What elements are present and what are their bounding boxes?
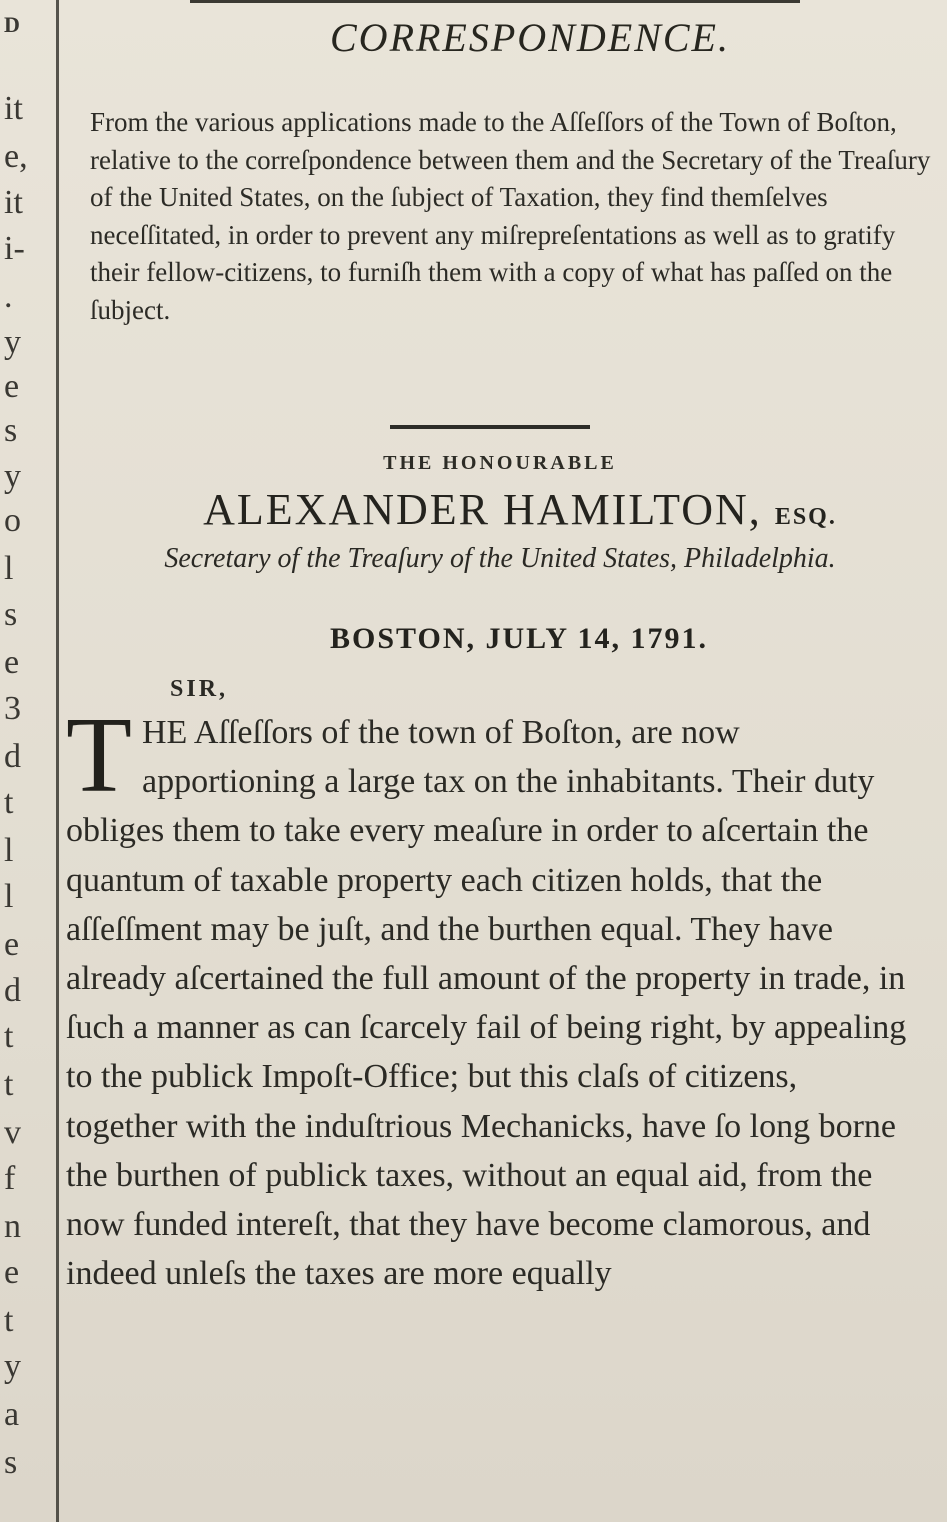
fragment: l — [4, 550, 14, 587]
fragment: t — [4, 784, 14, 821]
fragment: s — [4, 596, 18, 633]
fragment: l — [4, 878, 14, 915]
intro-text: From the various applications made to the Aſſeſſors of the Town of Boſton, relative to the correſpondence between them and the Secretary of the Treaſury of the United States, on the ſubject of Taxation, they find themſelves neceſſitated, in order to prevent any miſrepreſentations as well as to gratify their fellow-citizens, to furniſh them with a copy of what has paſſed on the ſubject. — [90, 107, 931, 325]
fragment: y — [4, 1348, 21, 1385]
fragment: . — [4, 278, 13, 315]
fragment: 3 — [4, 690, 21, 727]
section-heading: CORRESPONDENCE. — [330, 15, 730, 60]
letter-paragraph — [66, 696, 911, 1298]
fragment: y — [4, 458, 21, 495]
fragment: e — [4, 644, 20, 681]
address-name-line — [100, 484, 940, 535]
separator-rule — [390, 425, 590, 429]
fragment: e — [4, 926, 20, 963]
fragment: f — [4, 1160, 16, 1197]
fragment: t — [4, 1018, 14, 1055]
fragment: o — [4, 502, 21, 539]
fragment: l — [4, 832, 14, 869]
letter-body — [66, 696, 911, 1298]
salutation: SIR, — [170, 676, 229, 702]
fragment: it — [4, 184, 23, 221]
fragment: e — [4, 1254, 20, 1291]
fragment: t — [4, 1066, 14, 1103]
fragment: t — [4, 1302, 14, 1339]
fragment: it — [4, 90, 23, 127]
main-column — [60, 0, 947, 1522]
address-name: ALEXANDER HAMILTON, — [203, 485, 762, 534]
column-rule — [56, 0, 59, 1522]
fragment: a — [4, 1396, 20, 1433]
address-esq: ESQ. — [774, 504, 837, 530]
fragment: v — [4, 1114, 21, 1151]
fragment: s — [4, 1444, 18, 1481]
fragment: d — [4, 972, 21, 1009]
drop-cap: T — [66, 696, 132, 815]
fragment: s — [4, 412, 18, 449]
fragment: e — [4, 368, 20, 405]
intro-paragraph — [90, 104, 940, 329]
adjacent-column-fragments — [0, 0, 54, 1522]
letter-text: HE Aſſeſſors of the town of Boſton, are now apportioning a large tax on the inhabitants. Their duty obliges them to take every meaſure in order to aſcertain the quantum of taxable property each citizen holds, that the aſſeſſment may be juſt, and the burthen equal. They have already aſcertained the full amount of the property in trade, in ſuch a manner as can ſcarcely fail of being right, by appealing to the publick Impoſt-Office; but this claſs of citizens, together with the induſtrious Mechanicks, have ſo long borne the burthen of publick taxes, without an equal aid, from the now funded intereſt, that they have become clamorous, and indeed unleſs the taxes are more equally — [66, 714, 907, 1293]
fragment: D — [4, 12, 20, 37]
dateline: BOSTON, JULY 14, 1791. — [330, 622, 708, 655]
fragment: n — [4, 1208, 21, 1245]
address-honourable: THE HONOURABLE — [383, 452, 617, 474]
fragment: e, — [4, 138, 28, 175]
fragment: i- — [4, 230, 25, 267]
address-title: Secretary of the Treaſury of the United States, Philadelphia. — [164, 543, 836, 574]
fragment: d — [4, 738, 21, 775]
fragment: y — [4, 324, 21, 361]
